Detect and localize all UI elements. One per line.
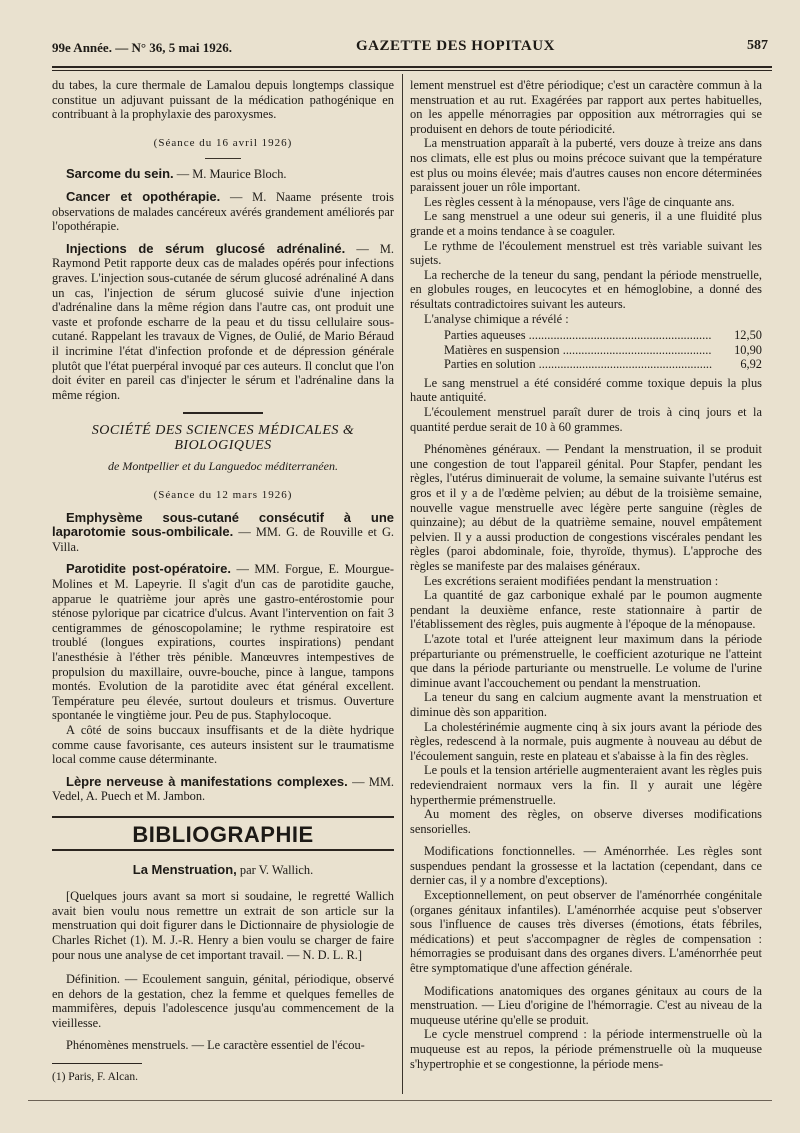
intro-paragraph: du tabes, la cure thermale de Lamalou depuis longtemps classique constitue un adjuvant puissant de la médication pathogénique en contribuant à la prophylaxie des paroxysmes. (52, 78, 394, 122)
entry-title: Lèpre nerveuse à manifestations complexes. (66, 773, 348, 789)
table-label: Matières en suspension ..... (444, 343, 712, 358)
footnote: (1) Paris, F. Alcan. (52, 1071, 138, 1084)
paragraph: Le pouls et la tension artérielle augmenteraient avant les règles puis redeviendraient normaux vers la fin. Il y aurait une légère hyperthermie prémenstruelle. (410, 763, 762, 807)
table-value: 12,50 (734, 328, 762, 343)
society-heading: SOCIÉTÉ DES SCIENCES MÉDICALES & BIOLOGIQUES (91, 423, 355, 453)
paragraph: Le sang menstruel a une odeur sui generis, il a une fluidité plus grande et a moins tendance à se coaguler. (410, 209, 762, 238)
entry-text: — M. Naame présente trois observations de malades cancéreux avérés grandement améliorés par l'opothérapie. (52, 189, 395, 234)
seance-heading: (Séance du 16 avril 1926) (153, 136, 293, 149)
section-divider (183, 412, 263, 414)
table-row (410, 357, 762, 372)
biblio-rule-top (52, 816, 394, 818)
phenomenes-paragraph: Phénomènes menstruels. — Le caractère essentiel de l'écou- (66, 1038, 365, 1053)
paragraph: Au moment des règles, on observe diverses modifications sensorielles. (410, 807, 762, 836)
entry-title: Emphysème sous-cutané consécutif à une laparotomie sous-ombilicale. (52, 509, 394, 540)
book-author: par V. Wallich. (236, 862, 314, 877)
entry-text: — M. Raymond Petit rapporte deux cas de malades opérés pour infections graves. L'injection sous-cutanée de sérum glucosé adrénaliné A dans un cas, l'injection de sérum glucosé suivie d'une injection d'adrénaline dans la même région dans l'autre cas, ont produit une vaste et profonde escharre de la peau et du tissu cellulaire sous-cutané. Rappelant les travaux de Vignes, de Oulié, de Mario Béraud il incrimine l'état d'infection profonde et de dépression générale plutôt que l'état puerpéral invoqué par ces auteurs. Il conclut que l'on doit éviter en pareil cas d'injecter le sérum et l'adrénaline dans la même région. (52, 241, 395, 402)
entry-emphyseme (52, 511, 394, 555)
editor-note: [Quelques jours avant sa mort si soudaine, le regretté Wallich avait bien voulu nous remettre un extrait de son article sur la menstruation qui doit figurer dans le Dictionnaire de physiologie de Charles Richet (1). M. J.-R. Henry a bien voulu se charger de faire pour nous une analyse de cet important travail. — N. D. L. R.] (52, 889, 394, 962)
paragraph: lement menstruel est d'être périodique; c'est un caractère commun à la menstruation et au rut. Exagérées par rapport aux pertes habituelles, on les appelle ménorragies par opposition aux métrorragies qui se produisent en dehors de toute périodicité. (410, 78, 762, 136)
seance-heading: (Séance du 12 mars 1926) (153, 489, 293, 502)
entry-title: Cancer et opothérapie. (66, 188, 221, 204)
paragraph: La teneur du sang en calcium augmente avant la menstruation et diminue dès son apparition. (410, 690, 762, 719)
entry-title: Sarcome du sein. (66, 166, 174, 182)
paragraph-phenomenes-generaux: Phénomènes généraux. — Pendant la menstruation, il se produit une congestion de tout l'appareil génital. Pour Stapfer, pendant les règles, l'utérus diminuerait de volume, la semaine suivante l'utérus est gros et il y a de l'œdème pelvien; au début de la troisième semaine, nouvelle vague menstruelle avec légère perte sanguine (règles de quinzaine); au début de la quatrième semaine, nouvel empâtement pelvien. Il y a aussi production de congestions viscérales pendant les règles (paroi abdominale, foie, thyroïde, thymus). L'approche des règles se manifeste par des malaises généraux. (410, 442, 762, 573)
column-separator (402, 74, 403, 1094)
book-title-line (52, 863, 394, 878)
paragraph: La cholestérinémie augmente cinq à six jours avant la période des règles, redescend à la normale, puis augmente à nouveau au début de l'écoulement sanguin, reste en plateau et s'abaisse à la fin des règles. (410, 719, 762, 763)
entry-author: — M. Maurice Bloch. (173, 167, 287, 182)
paragraph: La quantité de gaz carbonique exhalé par le poumon augmente pendant la deuxième enfance, reste stationnaire à partir de l'établissement des règles, puis augmente à l'époque de la ménopause. (410, 588, 762, 632)
paragraph: La menstruation apparaît à la puberté, vers douze à treize ans dans nos climats, elle est plus ou moins précoce suivant que la température est plus ou moins élevée; mais d'autres causes non encore déterminées paraissent jouer un rôle important. (410, 136, 762, 195)
left-column (52, 78, 394, 1085)
entry-parotidite-cont: A côté de soins buccaux insuffisants et de la diète hydrique comme cause favorisante, ces auteurs insistent sur le traumatisme local comme cause déterminante. (52, 722, 394, 767)
paragraph: L'azote total et l'urée atteignent leur maximum dans la période préparturiante ou prémenstruelle, le coefficient azoturique ne l'atteint que dans la période parturiante ou menstruelle. Le volume de l'urine diminue avant l'accouchement ou pendant la menstruation. (410, 631, 762, 690)
entry-parotidite (52, 562, 394, 723)
entry-cancer (52, 190, 394, 234)
definition-paragraph: Définition. — Ecoulement sanguin, génital, périodique, observé en dehors de la gestation, chez la femme et quelques femelles de mammifères, depuis l'adolescence jusqu'au commencement de la vieillesse. (52, 972, 394, 1030)
entry-author: — MM. G. de Rouville et G. Villa. (52, 525, 394, 554)
table-value: 10,90 (734, 342, 762, 357)
page-header (40, 36, 772, 62)
bottom-rule (28, 1100, 772, 1101)
entry-title: Injections de sérum glucosé adrénaliné. (66, 240, 346, 256)
paragraph: Le cycle menstruel comprend : la période intermenstruelle où la muqueuse est au repos, la période prémenstruelle où la muqueuse s'hypertrophie et se congestionne, la période mens- (410, 1027, 762, 1071)
paragraph: Le sang menstruel a été considéré comme toxique depuis la plus haute antiquité. (410, 375, 762, 405)
paragraph: L'écoulement menstruel paraît durer de trois à cinq jours et la quantité perdue serait de 10 à 60 grammes. (410, 405, 762, 434)
right-column (410, 78, 762, 1071)
journal-title: GAZETTE DES HOPITAUX (356, 38, 555, 54)
table-label: Parties aqueuses ..... (444, 328, 712, 343)
entry-text: — MM. Forgue, E. Mourgue-Molines et M. Lapeyrie. Il s'agit d'un cas de parotidite gauche, apparue le quatrième jour après une gastro-entérostomie pour sténose pylorique par cicatrice d'ulcus. Avant l'intervention on fait 3 centigrammes de génoscopolamine; le rythme respiratoire est troublé (longues expirations, courtes inspirations) pendant l'anesthésie à l'éther très pénible. Manœuvres intempestives de propulsion du maxillaire, ouvre-bouche, pince à langue, tampons montés. Evolution de la parotidite avec état général excellent. Température peu élevée, surtout douleurs et trismus. Ouverture spontanée le vingtième jour. Peu de pus. Staphylocoque. (52, 562, 394, 723)
entry-injections (52, 242, 394, 403)
footnote-rule (52, 1063, 142, 1064)
analysis-table (410, 328, 762, 372)
bibliographie-heading: BIBLIOGRAPHIE (132, 821, 314, 847)
issue-info: 99e Année. — N° 36, 5 mai 1926. (52, 40, 232, 55)
header-rule-thin (52, 70, 772, 71)
entry-lepre (52, 775, 394, 804)
paragraph-modifications-fonctionnelles: Modifications fonctionnelles. — Aménorrhée. Les règles sont suspendues pendant la grossesse et la lactation (cependant, dans ce dernier cas, il y a nombre d'exceptions). (410, 844, 762, 888)
table-value: 6,92 (740, 357, 762, 372)
header-rule (52, 66, 772, 68)
small-divider (205, 158, 241, 159)
paragraph: Exceptionnellement, on peut observer de l'aménorrhée congénitale (organes génitaux infantiles). L'aménorrhée acquise peut s'observer sous l'influence de causes très diverses (émotions, états fébriles, médications) et peut s'accompagner de règles de compensation : hémorragies se produisant dans des organes divers. L'aménorrhée peut être symptomatique d'une affection générale. (410, 888, 762, 976)
paragraph: Les règles cessent à la ménopause, vers l'âge de cinquante ans. (424, 194, 735, 209)
table-row (410, 343, 762, 358)
paragraph: Les excrétions seraient modifiées pendant la menstruation : (424, 573, 719, 588)
entry-sarcome (52, 167, 394, 182)
entry-author: — MM. Vedel, A. Puech et M. Jambon. (52, 774, 394, 804)
entry-title: Parotidite post-opératoire. (66, 561, 231, 577)
table-row (410, 328, 762, 343)
biblio-rule-bottom (52, 849, 394, 851)
paragraph: L'analyse chimique a révélé : (424, 311, 569, 326)
society-subheading: de Montpellier et du Languedoc méditerranéen. (108, 459, 338, 474)
paragraph: La recherche de la teneur du sang, pendant la période menstruelle, en globules rouges, en leucocytes et en hémoglobine, a donné des résultats contradictoires suivant les auteurs. (410, 267, 762, 311)
paragraph: Le rythme de l'écoulement menstruel est très variable suivant les sujets. (410, 238, 762, 268)
table-label: Parties en solution ..... (444, 357, 712, 372)
paragraph-modifications-anatomiques: Modifications anatomiques des organes génitaux au cours de la menstruation. — Lieu d'origine de l'hémorragie. C'est au niveau de la muqueuse utérine qu'elle se produit. (410, 983, 762, 1027)
book-title: La Menstruation, (132, 861, 237, 877)
page-number: 587 (747, 38, 768, 53)
